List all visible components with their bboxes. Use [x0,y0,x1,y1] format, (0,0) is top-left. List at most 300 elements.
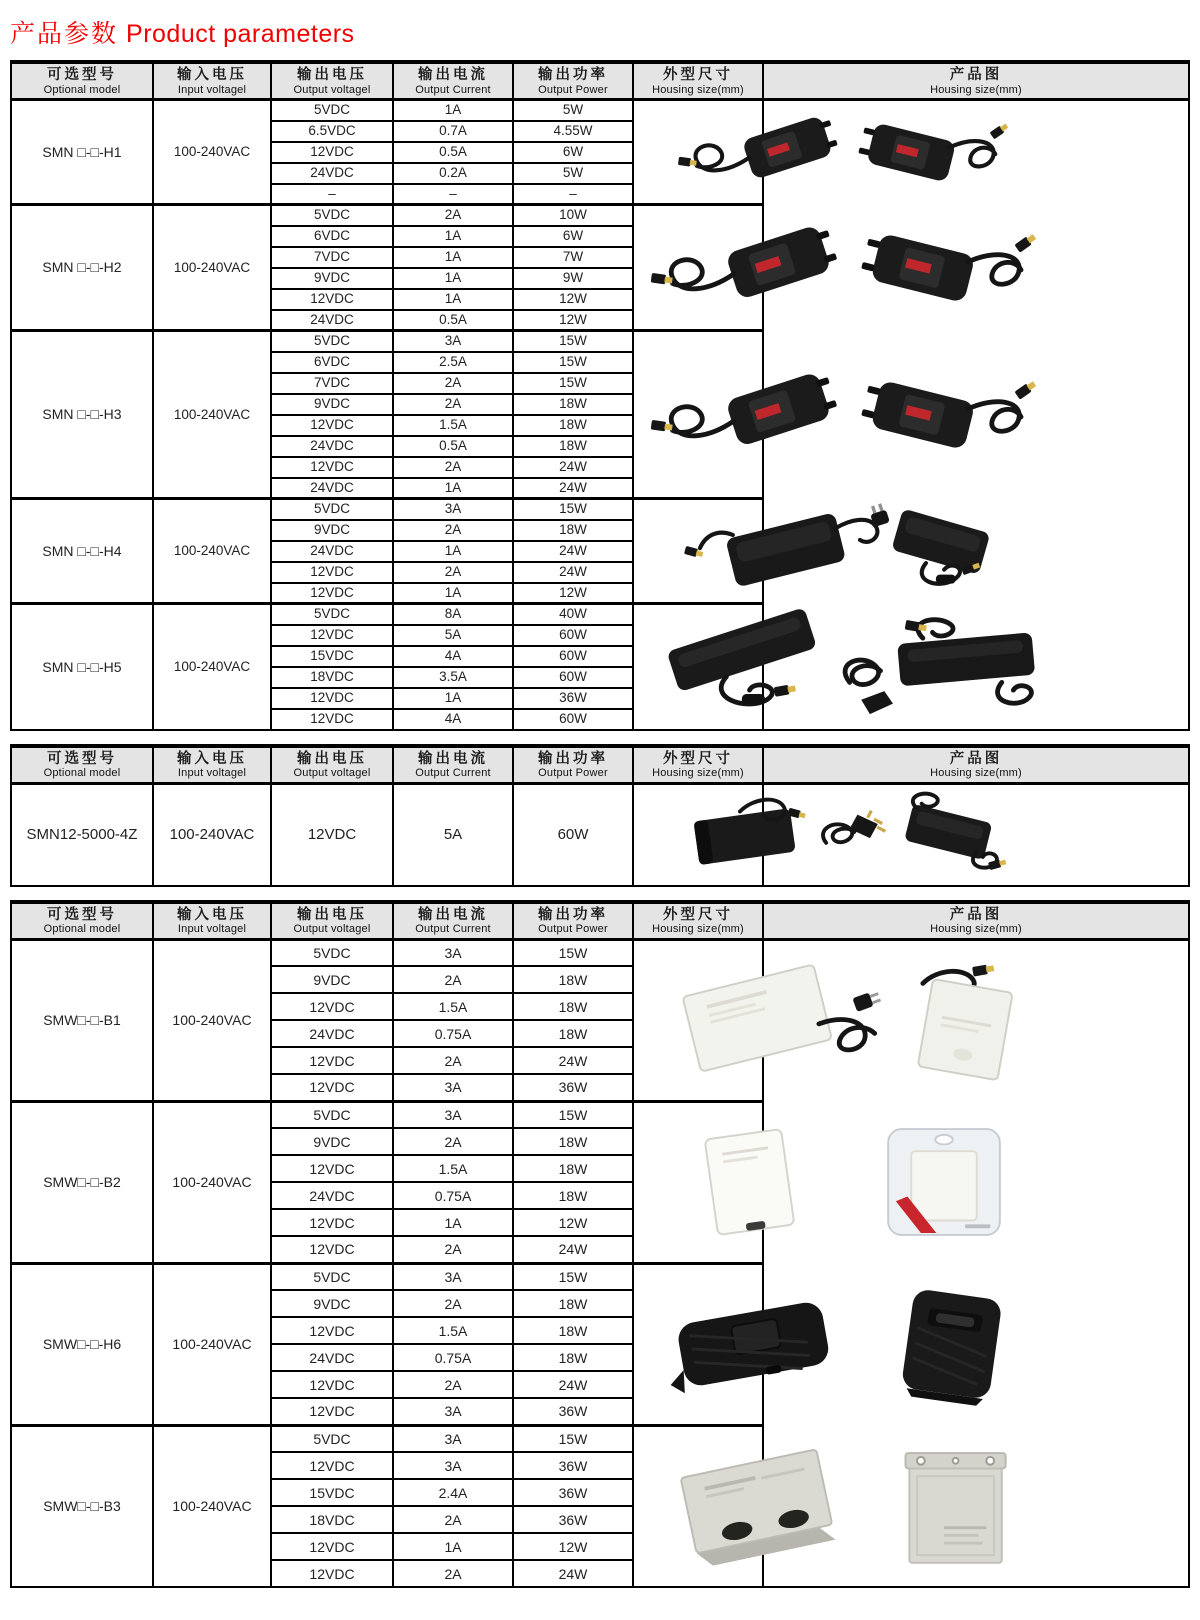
desktop-brick-cords-icon [904,793,1006,870]
product-photo-art [634,334,1048,496]
output-voltage-cell: 12VDC [271,1236,393,1263]
col-header-output-voltage-en: Output voltagel [293,923,371,936]
output-power-cell: 4.55W [513,121,633,142]
dc-plug-icon [990,122,1010,139]
output-voltage-cell: 12VDC [271,1209,393,1236]
output-voltage-cell: 12VDC [271,688,393,709]
white-box-icon [705,1129,795,1235]
output-current-cell: 2A [393,1236,513,1263]
output-voltage-cell: 6VDC [271,226,393,247]
output-current-cell: – [393,184,513,205]
output-power-cell: 36W [513,1074,633,1101]
col-header-input-voltage [153,62,271,100]
output-voltage-cell: 12VDC [271,1533,393,1560]
output-current-cell: 1A [393,1209,513,1236]
output-power-cell: 18W [513,1155,633,1182]
col-header-output-voltage-zh: 输出电压 [297,67,367,83]
output-voltage-cell: 12VDC [271,1398,393,1425]
output-voltage-cell: 9VDC [271,520,393,541]
output-current-cell: 3A [393,1101,513,1128]
spec-row [11,784,1189,886]
output-power-cell: 24W [513,457,633,478]
input-voltage-cell: 100-240VAC [153,331,271,499]
output-power-cell: 18W [513,520,633,541]
dc-plug-icon [774,684,797,697]
output-current-cell: 3A [393,1398,513,1425]
output-voltage-cell: 9VDC [271,394,393,415]
output-voltage-cell: 12VDC [271,625,393,646]
product-photo-b3 [633,1425,763,1587]
output-voltage-cell: 24VDC [271,310,393,331]
output-current-cell: 3A [393,1074,513,1101]
output-current-cell: 1A [393,541,513,562]
input-voltage-cell: 100-240VAC [153,100,271,205]
table-header-row [11,746,1189,784]
output-current-cell: 2.4A [393,1479,513,1506]
output-voltage-cell: 9VDC [271,1290,393,1317]
col-header-product-photo [763,62,1189,100]
output-current-cell: 0.75A [393,1344,513,1371]
output-current-cell: 0.5A [393,142,513,163]
product-photo-h6 [633,1263,763,1425]
wall-adapter-right-icon [857,120,1010,182]
output-power-cell: 18W [513,1317,633,1344]
col-header-output-voltage-zh: 输出电压 [297,906,367,923]
col-header-output-power-zh: 输出功率 [538,67,608,83]
output-current-cell: 4A [393,646,513,667]
col-header-output-power [513,902,633,940]
output-power-cell: 15W [513,1263,633,1290]
output-current-cell: 5A [393,784,513,886]
spec-table-smn-series-body [11,100,1189,730]
output-current-cell: 2A [393,1047,513,1074]
spec-table-smn12-body [11,784,1189,886]
output-current-cell: 1A [393,1533,513,1560]
output-voltage-cell: 12VDC [271,142,393,163]
output-voltage-cell: 12VDC [271,784,393,886]
ac-cord-cn-plug-icon [823,810,886,843]
col-header-optional-model [11,902,153,940]
spec-row [11,205,1189,226]
col-header-input-voltage-zh: 输入电压 [177,906,247,923]
col-header-output-current-en: Output Current [415,923,491,936]
output-current-cell: 2A [393,562,513,583]
ac-cord-icon [845,660,893,714]
output-current-cell: 3A [393,499,513,520]
output-power-cell: 18W [513,436,633,457]
output-power-cell: 24W [513,478,633,499]
output-current-cell: 2A [393,1371,513,1398]
wall-adapter-left-icon [651,369,840,447]
output-current-cell: 1A [393,289,513,310]
output-voltage-cell: 7VDC [271,373,393,394]
col-header-input-voltage-zh: 输入电压 [177,750,247,767]
output-power-cell: 18W [513,415,633,436]
output-voltage-cell: 5VDC [271,100,393,121]
output-current-cell: 2A [393,520,513,541]
output-power-cell: 15W [513,331,633,352]
output-current-cell: 2A [393,1290,513,1317]
output-power-cell: 18W [513,1290,633,1317]
output-power-cell: 36W [513,1398,633,1425]
output-voltage-cell: 5VDC [271,604,393,625]
output-current-cell: 0.5A [393,436,513,457]
input-voltage-cell: 100-240VAC [153,1263,271,1425]
product-photo-art [634,942,1048,1098]
desktop-brick-cords-icon [897,620,1035,704]
output-current-cell: 2A [393,1506,513,1533]
col-header-housing-size-zh: 外型尺寸 [663,750,733,767]
col-header-housing-size-en: Housing size(mm) [652,83,744,96]
output-power-cell: 5W [513,100,633,121]
col-header-housing-size [633,902,763,940]
output-voltage-cell: 6VDC [271,352,393,373]
col-header-output-current-zh: 输出电流 [418,906,488,923]
output-voltage-cell: 5VDC [271,1425,393,1452]
wall-adapter-left-icon [651,222,840,300]
col-header-output-power-en: Output Power [538,83,608,96]
product-photo-4z [633,784,763,886]
output-voltage-cell: 5VDC [271,1263,393,1290]
output-voltage-cell: 7VDC [271,247,393,268]
output-power-cell: 36W [513,1452,633,1479]
output-power-cell: 15W [513,352,633,373]
model-cell: SMW□-□-B3 [11,1425,153,1587]
blister-pack-icon [888,1129,1000,1235]
spec-table-smn-series [10,60,1190,731]
ac-plug-icon [852,990,881,1012]
output-voltage-cell: 18VDC [271,667,393,688]
output-current-cell: 2A [393,205,513,226]
product-photo-h5 [633,604,763,730]
output-power-cell: 24W [513,1560,633,1587]
spec-row [11,1425,1189,1452]
col-header-output-power-en: Output Power [538,767,608,780]
output-power-cell: 24W [513,541,633,562]
desktop-brick-icon [694,799,807,864]
wall-adapter-left-icon [678,113,840,180]
product-photo-art [634,1104,1048,1260]
output-voltage-cell: 12VDC [271,709,393,730]
output-power-cell: 36W [513,1506,633,1533]
output-voltage-cell: 24VDC [271,541,393,562]
white-box-left-icon [683,965,882,1072]
product-photo-b2 [633,1101,763,1263]
output-voltage-cell: 12VDC [271,1452,393,1479]
col-header-product-photo-en: Housing size(mm) [930,767,1022,780]
col-header-output-voltage-en: Output voltagel [293,767,371,780]
dc-plug-icon [972,964,995,977]
product-photo-art [634,607,1048,727]
dc-plug-icon [1014,379,1037,399]
input-voltage-cell: 100-240VAC [153,784,271,886]
spec-row [11,1263,1189,1290]
output-voltage-cell: 12VDC [271,1047,393,1074]
output-power-cell: 15W [513,499,633,520]
output-power-cell: 18W [513,1128,633,1155]
output-power-cell: 9W [513,268,633,289]
spec-row [11,499,1189,520]
col-header-housing-size-en: Housing size(mm) [652,767,744,780]
output-power-cell: 15W [513,939,633,966]
output-current-cell: 2A [393,394,513,415]
dc-plug-icon [1014,232,1037,252]
output-power-cell: 12W [513,1209,633,1236]
grey-box-right-icon [906,1453,1006,1563]
output-power-cell: 18W [513,1182,633,1209]
col-header-input-voltage-en: Input voltagel [177,767,247,780]
output-power-cell: 12W [513,583,633,604]
output-current-cell: 4A [393,709,513,730]
output-power-cell: 10W [513,205,633,226]
col-header-output-power-zh: 输出功率 [538,906,608,923]
product-photo-b1 [633,939,763,1101]
output-power-cell: 18W [513,394,633,415]
col-header-product-photo [763,746,1189,784]
output-voltage-cell: 12VDC [271,289,393,310]
output-voltage-cell: 12VDC [271,1155,393,1182]
output-current-cell: 2A [393,457,513,478]
output-power-cell: 18W [513,1020,633,1047]
output-power-cell: 12W [513,310,633,331]
output-voltage-cell: 5VDC [271,939,393,966]
col-header-product-photo-zh: 产品图 [949,906,1003,923]
output-current-cell: 2A [393,1128,513,1155]
output-voltage-cell: 12VDC [271,583,393,604]
output-voltage-cell: 12VDC [271,1560,393,1587]
output-current-cell: 0.75A [393,1182,513,1209]
col-header-output-current-zh: 输出电流 [418,67,488,83]
model-cell: SMW□-□-B1 [11,939,153,1101]
output-voltage-cell: 12VDC [271,1371,393,1398]
spec-row [11,604,1189,625]
col-header-product-photo-en: Housing size(mm) [930,83,1022,96]
product-photo-h3 [633,331,763,499]
grey-box-left-icon [681,1449,836,1568]
output-power-cell: 18W [513,1344,633,1371]
col-header-optional-model-en: Optional model [43,923,121,936]
output-voltage-cell: 12VDC [271,1074,393,1101]
col-header-housing-size-zh: 外型尺寸 [663,906,733,923]
output-power-cell: 12W [513,1533,633,1560]
col-header-output-voltage [271,62,393,100]
col-header-housing-size-en: Housing size(mm) [652,923,744,936]
output-power-cell: 6W [513,226,633,247]
output-voltage-cell: 18VDC [271,1506,393,1533]
output-voltage-cell: 9VDC [271,268,393,289]
input-voltage-cell: 100-240VAC [153,499,271,604]
col-header-optional-model-en: Optional model [43,83,121,96]
model-cell: SMN □-□-H2 [11,205,153,331]
product-photo-h1 [633,100,763,205]
output-voltage-cell: 5VDC [271,1101,393,1128]
output-current-cell: 1A [393,268,513,289]
product-photo-art [634,103,1048,202]
col-header-output-current [393,902,513,940]
col-header-output-voltage-en: Output voltagel [293,83,371,96]
output-current-cell: 0.7A [393,121,513,142]
col-header-output-power-zh: 输出功率 [538,750,608,767]
output-power-cell: 12W [513,289,633,310]
wall-adapter-right-icon [859,377,1037,450]
col-header-product-photo [763,902,1189,940]
output-voltage-cell: 12VDC [271,415,393,436]
output-voltage-cell: 5VDC [271,331,393,352]
output-current-cell: 3.5A [393,667,513,688]
col-header-housing-size [633,746,763,784]
output-voltage-cell: 6.5VDC [271,121,393,142]
product-photo-h4 [633,499,763,604]
col-header-output-power-en: Output Power [538,923,608,936]
output-current-cell: 1A [393,247,513,268]
output-current-cell: 3A [393,1263,513,1290]
output-power-cell: 36W [513,688,633,709]
output-current-cell: 2A [393,966,513,993]
table-header-row [11,62,1189,100]
spec-row [11,100,1189,121]
output-power-cell: 40W [513,604,633,625]
output-power-cell: 5W [513,163,633,184]
spec-table-smn-series-head [11,62,1189,100]
output-power-cell: 60W [513,646,633,667]
input-voltage-cell: 100-240VAC [153,1101,271,1263]
col-header-output-current-zh: 输出电流 [418,750,488,767]
output-voltage-cell: 12VDC [271,1317,393,1344]
output-power-cell: 15W [513,1101,633,1128]
product-photo-h2 [633,205,763,331]
col-header-output-current [393,62,513,100]
model-cell: SMN □-□-H1 [11,100,153,205]
output-power-cell: 18W [513,993,633,1020]
page-title-zh: 产品参数 [10,20,119,48]
input-voltage-cell: 100-240VAC [153,604,271,730]
output-current-cell: 1.5A [393,993,513,1020]
model-cell: SMN12-5000-4Z [11,784,153,886]
col-header-housing-size [633,62,763,100]
black-wedge-left-icon [661,1300,832,1395]
col-header-product-photo-zh: 产品图 [949,750,1003,767]
col-header-optional-model [11,62,153,100]
output-voltage-cell: 5VDC [271,205,393,226]
spec-row [11,331,1189,352]
product-photo-art [634,502,1048,601]
output-current-cell: 3A [393,331,513,352]
output-power-cell: 24W [513,1047,633,1074]
output-current-cell: 1A [393,478,513,499]
col-header-optional-model-zh: 可选型号 [47,750,117,767]
output-voltage-cell: 24VDC [271,436,393,457]
output-voltage-cell: 5VDC [271,499,393,520]
spec-table-smn12-5000-4z [10,744,1190,887]
output-power-cell: 60W [513,784,633,886]
output-power-cell: 24W [513,1371,633,1398]
col-header-optional-model [11,746,153,784]
col-header-output-current-en: Output Current [415,767,491,780]
output-power-cell: 15W [513,373,633,394]
output-voltage-cell: 15VDC [271,646,393,667]
col-header-product-photo-en: Housing size(mm) [930,923,1022,936]
output-voltage-cell: 24VDC [271,1182,393,1209]
output-voltage-cell: – [271,184,393,205]
product-photo-art [634,1266,1048,1422]
output-current-cell: 1.5A [393,415,513,436]
col-header-input-voltage [153,746,271,784]
output-voltage-cell: 12VDC [271,993,393,1020]
spec-row [11,1101,1189,1128]
output-power-cell: 18W [513,966,633,993]
output-power-cell: 60W [513,625,633,646]
product-photo-art [634,788,1048,882]
white-box-right-icon [918,964,1013,1081]
output-current-cell: 5A [393,625,513,646]
output-current-cell: 3A [393,939,513,966]
output-current-cell: 1.5A [393,1155,513,1182]
wall-adapter-right-icon [859,230,1037,303]
col-header-product-photo-zh: 产品图 [949,67,1003,83]
spec-table-smw-series-head [11,902,1189,940]
output-current-cell: 2.5A [393,352,513,373]
output-voltage-cell: 12VDC [271,457,393,478]
output-voltage-cell: 24VDC [271,1344,393,1371]
output-power-cell: 60W [513,667,633,688]
col-header-input-voltage [153,902,271,940]
col-header-input-voltage-zh: 输入电压 [177,67,247,83]
page-title-en: Product parameters [126,20,355,48]
col-header-output-voltage [271,902,393,940]
output-voltage-cell: 9VDC [271,966,393,993]
desktop-brick-icon [667,607,817,704]
col-header-output-power [513,746,633,784]
spec-row [11,939,1189,966]
col-header-output-voltage [271,746,393,784]
output-current-cell: 1A [393,583,513,604]
output-power-cell: 6W [513,142,633,163]
output-voltage-cell: 9VDC [271,1128,393,1155]
output-current-cell: 1A [393,688,513,709]
output-voltage-cell: 12VDC [271,562,393,583]
model-cell: SMN □-□-H4 [11,499,153,604]
output-current-cell: 2A [393,373,513,394]
model-cell: SMW□-□-B2 [11,1101,153,1263]
desktop-adapter-right-icon [891,508,990,583]
col-header-optional-model-en: Optional model [43,767,121,780]
input-voltage-cell: 100-240VAC [153,939,271,1101]
col-header-output-current [393,746,513,784]
spec-table-smn12-head [11,746,1189,784]
output-current-cell: 3A [393,1425,513,1452]
product-photo-art [634,208,1048,328]
output-current-cell: 3A [393,1452,513,1479]
output-current-cell: 1A [393,100,513,121]
col-header-optional-model-zh: 可选型号 [47,906,117,923]
output-current-cell: 1A [393,226,513,247]
model-cell: SMN □-□-H5 [11,604,153,730]
output-current-cell: 0.2A [393,163,513,184]
output-current-cell: 1.5A [393,1317,513,1344]
output-power-cell: 24W [513,562,633,583]
output-power-cell: – [513,184,633,205]
input-voltage-cell: 100-240VAC [153,1425,271,1587]
output-current-cell: 2A [393,1560,513,1587]
output-current-cell: 0.75A [393,1020,513,1047]
model-cell: SMW□-□-H6 [11,1263,153,1425]
output-voltage-cell: 15VDC [271,1479,393,1506]
output-power-cell: 15W [513,1425,633,1452]
col-header-output-power [513,62,633,100]
input-voltage-cell: 100-240VAC [153,205,271,331]
col-header-input-voltage-en: Input voltagel [177,83,247,96]
col-header-output-voltage-zh: 输出电压 [297,750,367,767]
